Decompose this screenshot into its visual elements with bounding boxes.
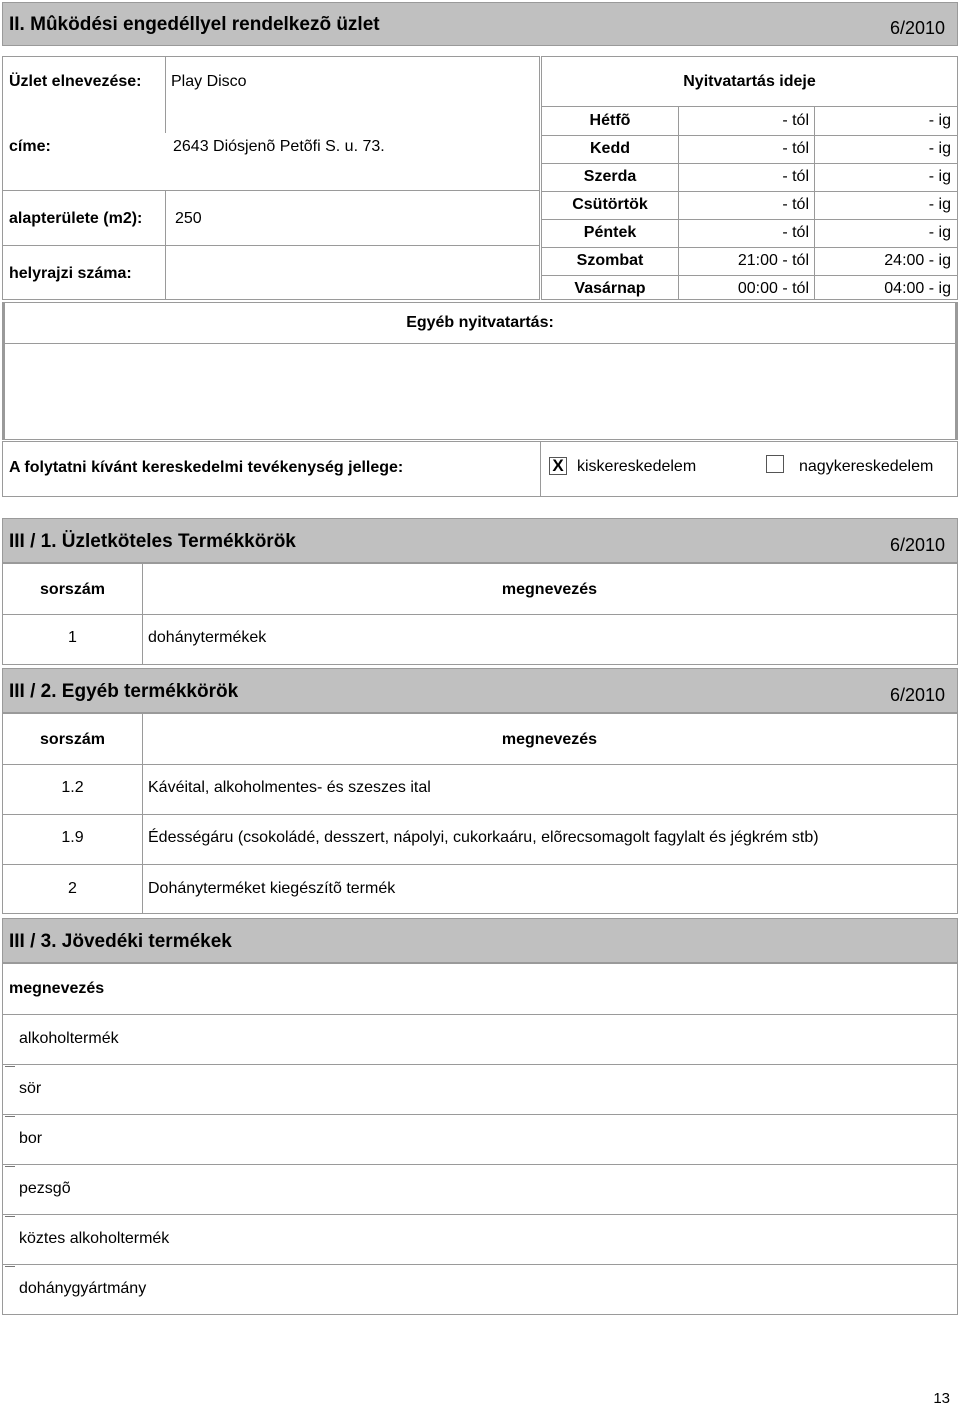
address-value: 2643 Diósjenõ Petõfi S. u. 73. [173, 138, 385, 155]
row-marker [5, 1066, 15, 1067]
activity-type-label: A folytatni kívánt kereskedelmi tevékenység jellege: [9, 459, 404, 476]
day-to: - ig [928, 112, 951, 129]
row-marker [5, 1116, 15, 1117]
other-hours-label: Egyéb nyitvatartás: [406, 314, 554, 331]
opening-hours-panel [541, 56, 958, 300]
day-to: 24:00 - ig [884, 252, 951, 269]
list-item: pezsgõ [19, 1180, 71, 1197]
day-to: - ig [928, 168, 951, 185]
day-to: - ig [928, 196, 951, 213]
page-number: 13 [933, 1390, 950, 1407]
lot-label: helyrajzi száma: [9, 265, 132, 282]
day-to: 04:00 - ig [884, 280, 951, 297]
day-name: Szerda [583, 168, 637, 185]
retail-checkbox[interactable]: X [549, 457, 567, 475]
section2-title: II. Mûködési engedéllyel rendelkezõ üzlet [9, 14, 380, 35]
address-label: címe: [9, 138, 51, 155]
day-from: - tól [782, 168, 809, 185]
area-value: 250 [175, 210, 202, 227]
list-item: bor [19, 1130, 43, 1147]
day-to: - ig [928, 140, 951, 157]
day-from: - tól [782, 112, 809, 129]
wholesale-checkbox[interactable] [766, 455, 784, 473]
section3-3-header [2, 918, 958, 963]
day-from: 00:00 - tól [737, 280, 809, 297]
opening-hours-title: Nyitvatartás ideje [683, 73, 816, 90]
section3-3-table [2, 963, 958, 1315]
section3-2-table [2, 713, 958, 914]
section3-1-header [2, 518, 958, 563]
section3-1-col-no: sorszám [40, 581, 105, 598]
section2-date: 6/2010 [889, 18, 945, 38]
day-name: Vasárnap [574, 280, 646, 297]
day-name: Péntek [583, 224, 637, 241]
table-row-name: dohánytermékek [148, 629, 267, 646]
retail-label: kiskereskedelem [577, 458, 697, 475]
day-name: Csütörtök [572, 196, 648, 213]
day-from: 21:00 - tól [737, 252, 809, 269]
store-name-value: Play Disco [171, 73, 247, 90]
day-to: - ig [928, 224, 951, 241]
area-label: alapterülete (m2): [9, 210, 143, 227]
row-marker [5, 1166, 15, 1167]
section3-1-date: 6/2010 [889, 535, 945, 555]
row-marker [5, 1266, 15, 1267]
section3-2-date: 6/2010 [889, 685, 945, 705]
section3-1-table [2, 563, 958, 665]
activity-type-row [2, 441, 958, 497]
list-item: alkoholtermék [19, 1030, 119, 1047]
table-row-name: Dohányterméket kiegészítõ termék [148, 880, 396, 897]
day-from: - tól [782, 224, 809, 241]
day-from: - tól [782, 196, 809, 213]
section3-2-col-no: sorszám [40, 731, 105, 748]
section2-header [2, 2, 958, 46]
day-name: Kedd [590, 140, 630, 157]
store-name-label: Üzlet elnevezése: [9, 73, 142, 90]
wholesale-label: nagykereskedelem [799, 458, 934, 475]
day-name: Szombat [576, 252, 644, 269]
other-hours-panel [2, 302, 958, 440]
section3-2-title: III / 2. Egyéb termékkörök [9, 681, 239, 702]
section3-2-header [2, 668, 958, 713]
section3-3-title: III / 3. Jövedéki termékek [9, 931, 232, 952]
table-row-name: Kávéital, alkoholmentes- és szeszes ital [148, 779, 431, 796]
table-row-no: 1 [68, 629, 77, 646]
table-row-name: Édességáru (csokoládé, desszert, nápolyi, cukorkaáru, elõrecsomagolt fagylalt és jégkrém stb) [148, 829, 819, 846]
section3-2-col-name: megnevezés [501, 731, 598, 748]
list-item: sör [19, 1080, 42, 1097]
row-marker [5, 1216, 15, 1217]
table-row-no: 1.2 [61, 779, 84, 796]
table-row-no: 1.9 [61, 829, 84, 846]
store-info-panel [2, 56, 540, 300]
table-row-no: 2 [68, 880, 77, 897]
section3-1-title: III / 1. Üzletköteles Termékkörök [9, 531, 296, 552]
list-item: köztes alkoholtermék [19, 1230, 170, 1247]
section3-3-col-name: megnevezés [9, 980, 105, 997]
section3-1-col-name: megnevezés [501, 581, 598, 598]
list-item: dohánygyártmány [19, 1280, 147, 1297]
day-from: - tól [782, 140, 809, 157]
day-name: Hétfõ [589, 112, 631, 129]
